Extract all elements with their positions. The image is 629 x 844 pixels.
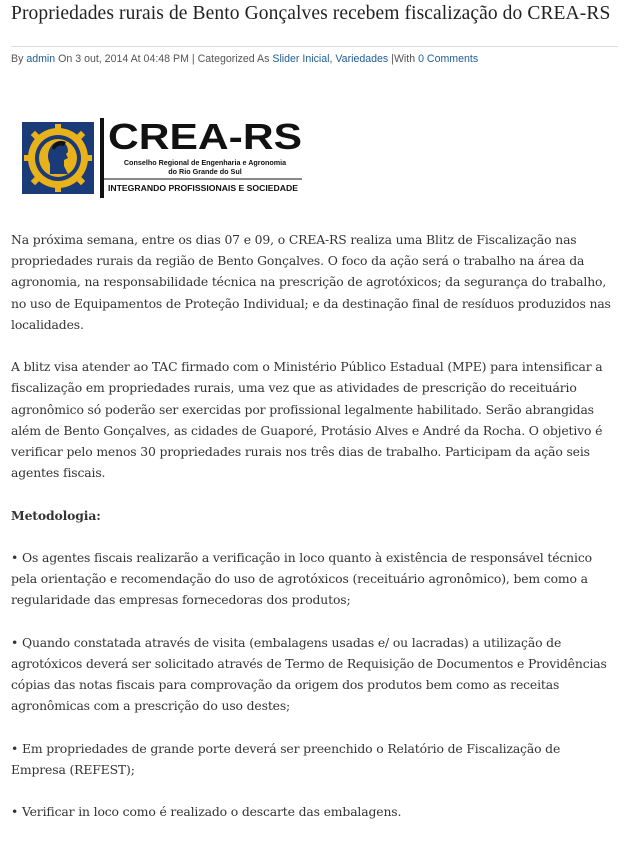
category-separator: ,	[329, 53, 333, 65]
category-link-slider-inicial[interactable]: Slider Inicial	[272, 53, 330, 65]
title-divider	[11, 46, 618, 47]
crea-rs-logo	[22, 118, 304, 198]
paragraph: Na próxima semana, entre os dias 07 e 09, o CREA-RS realiza uma Blitz de Fiscalização nas propriedades rurais da região de Bento Gonçalves. O foco da ação será o trabalho na área da agronomia, na responsabilidade técnica na prescrição de agrotóxicos; da segurança do trabalho, no uso de Equipamentos de Proteção Individual; e da destinação final de resíduos produzidos nas localidades.	[11, 232, 611, 332]
paragraph: A blitz visa atender ao TAC firmado com o Ministério Público Estadual (MPE) para intensificar a fiscalização em propriedades rurais, uma vez que as atividades de prescrição do receituário agronômico só poderão ser exercidas por profissional legalmente habilitado. Serão abrangidas além de Bento Gonçalves, as cidades de Guaporé, Protásio Alves e André da Rocha. O objetivo é verificar pelo menos 30 propriedades rurais nos três dias de trabalho. Participam da ação seis agentes fiscais.	[11, 359, 603, 481]
meta-categorized-label: Categorized As	[197, 53, 270, 65]
gear-emblem-icon	[22, 122, 94, 194]
bullet-item: • Em propriedades de grande porte deverá ser preenchido o Relatório de Fiscalização de Empresa (REFEST);	[11, 740, 561, 777]
logo-tagline: INTEGRANDO PROFISSIONAIS E SOCIEDADE	[108, 183, 299, 193]
post-content	[11, 229, 618, 844]
logo-name: CREA-RS	[108, 118, 302, 157]
meta-with-label: With	[393, 53, 416, 65]
meta-by-label: By	[11, 53, 24, 65]
post-title: Propriedades rurais de Bento Gonçalves recebem fiscalização do CREA-RS	[11, 3, 611, 24]
bullet-item: • Quando constatada através de visita (embalagens usadas e/ ou lacradas) a utilização de agrotóxicos deverá ser solicitado através de Termo de Requisição de Documentos e Providências cópias das notas fiscais para comprovação da origem dos produtos bem como as receitas agronômicas com a prescrição do uso destes;	[11, 634, 607, 714]
meta-separator: |	[391, 53, 394, 65]
meta-separator: |	[191, 53, 195, 65]
post-date: 3 out, 2014 At 04:48 PM	[75, 53, 189, 65]
category-link-variedades[interactable]: Variedades	[335, 53, 389, 65]
comments-link[interactable]: 0 Comments	[418, 53, 479, 65]
post-meta	[11, 53, 621, 66]
bullet-item: • Verificar in loco como é realizado o descarte das embalagens.	[11, 804, 402, 820]
section-heading: Metodologia:	[11, 507, 101, 523]
author-link[interactable]: admin	[26, 53, 56, 65]
logo-line1: Conselho Regional de Engenharia e Agronomia	[123, 158, 287, 167]
logo-line2: do Rio Grande do Sul	[168, 167, 242, 176]
bullet-item: • Os agentes fiscais realizarão a verificação in loco quanto à existência de responsável técnico pela orientação e recomendação do uso de agrotóxicos (receituário agronômico), bem como a regularidade das empresas fornecedoras dos produtos;	[11, 550, 592, 608]
meta-on-label: On	[58, 53, 73, 65]
